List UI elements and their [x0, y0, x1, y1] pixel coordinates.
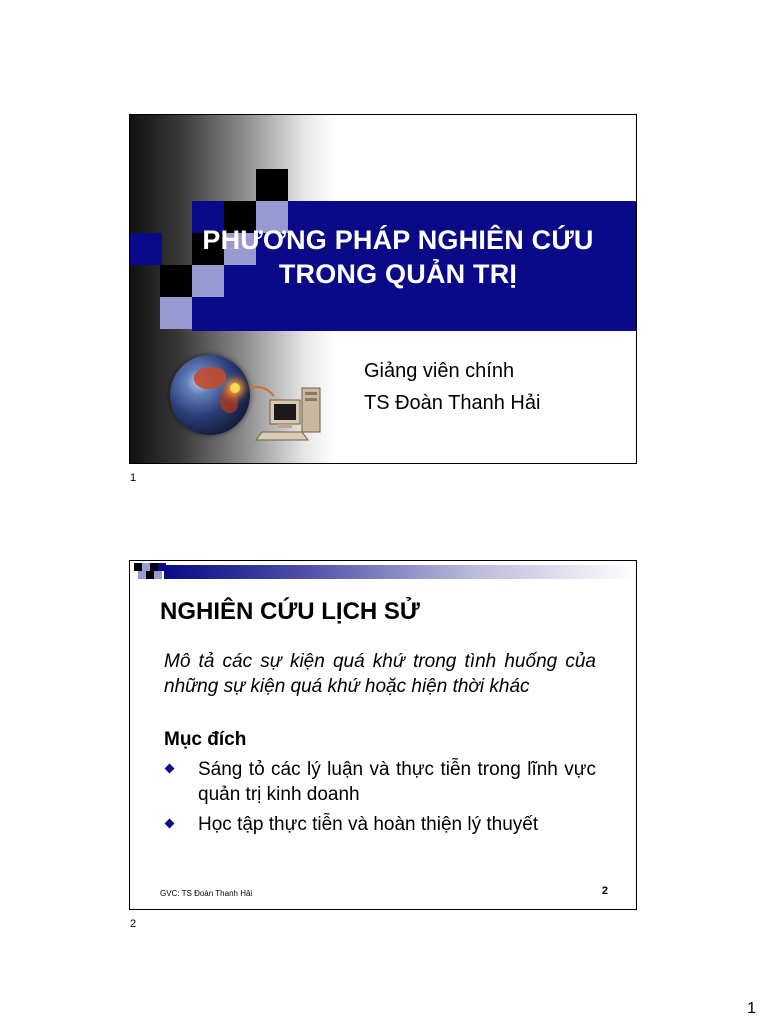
computer-icon: [250, 380, 322, 444]
decor-square: [160, 297, 192, 329]
mini-square: [146, 571, 154, 579]
title-line-1: PHƯƠNG PHÁP NGHIÊN CỨU: [202, 225, 594, 255]
slide-1: [129, 114, 637, 464]
slide-label-1: 1: [130, 472, 137, 484]
slide-title: [160, 223, 636, 291]
page-number: 1: [747, 1000, 756, 1017]
header-gradient-strip: [164, 565, 636, 579]
bullet-text: Sáng tỏ các lý luận và thực tiễn trong lĩnh vực quản trị kinh doanh: [198, 759, 596, 805]
decor-square: [256, 169, 288, 201]
title-line-2: TRONG QUẢN TRỊ: [278, 259, 518, 289]
slide-description: Mô tả các sự kiện quá khứ trong tình huống của những sự kiện quá khứ hoặc hiện thời khác: [164, 651, 596, 697]
globe-icon: [170, 355, 250, 435]
mini-square: [150, 563, 158, 571]
slide-2: [129, 560, 637, 910]
presenter-role: Giảng viên chính: [364, 360, 515, 382]
slide-footer: GVC: TS Đoàn Thanh Hải: [160, 889, 253, 898]
mini-square: [158, 563, 166, 571]
list-item: [164, 757, 596, 807]
diamond-bullet-icon: [165, 819, 175, 829]
mini-square: [138, 571, 146, 579]
globe-glow: [230, 383, 240, 393]
bullet-text: Học tập thực tiễn và hoàn thiện lý thuyết: [198, 814, 539, 835]
bullet-list: [164, 757, 596, 842]
header-bar: [130, 561, 636, 583]
list-item: [164, 812, 596, 837]
slide-label-2: 2: [130, 918, 137, 930]
globe-land: [194, 367, 226, 389]
slide-title: NGHIÊN CỨU LỊCH SỬ: [160, 598, 420, 625]
diamond-bullet-icon: [165, 764, 175, 774]
decor-square: [130, 233, 162, 265]
presenter-name: TS Đoàn Thanh Hải: [364, 392, 541, 414]
mini-square: [134, 563, 142, 571]
presenter-info: [364, 355, 540, 419]
slide-number: 2: [601, 885, 608, 897]
section-heading: Mục đích: [164, 729, 247, 750]
mini-square: [142, 563, 150, 571]
mini-square: [154, 571, 162, 579]
